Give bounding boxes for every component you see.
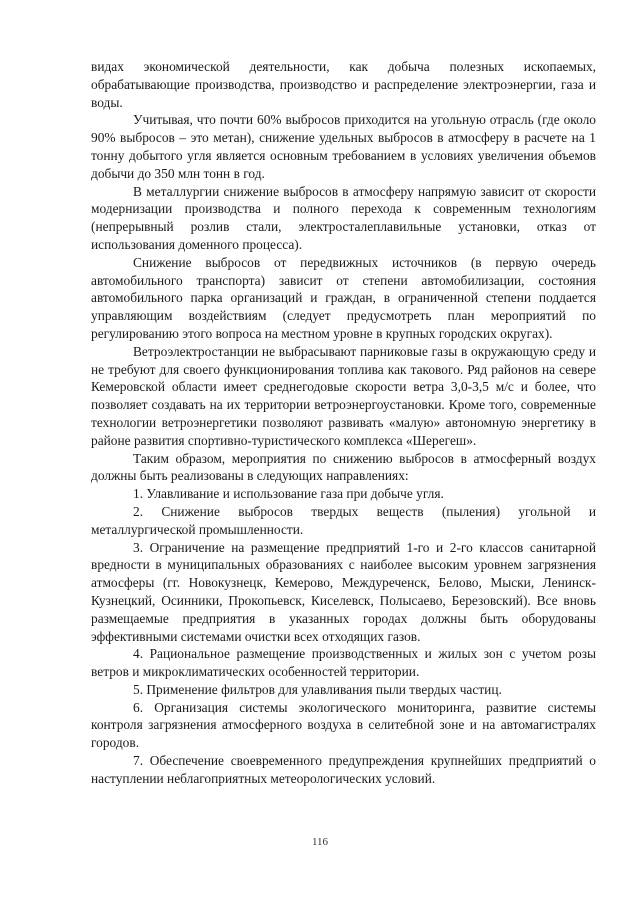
list-item-4: 4. Рациональное размещение производственных и жилых зон с учетом розы ветров и микроклиматических особенностей территории.: [91, 646, 596, 680]
list-item-1: 1. Улавливание и использование газа при добыче угля.: [133, 486, 444, 502]
paragraph-mobile-sources: Снижение выбросов от передвижных источников (в первую очередь автомобильного транспорта) зависит от степени автомобилизации, состояния автомобильного парка организаций и граждан, в ограниченной степени поддается управляющим воздействиям (следует предусмотреть план мероприятий по регулированию этого вопроса на местном уровне в крупных городских округах).: [91, 254, 596, 341]
paragraph-wind-power: Ветроэлектростанции не выбрасывают парниковые газы в окружающую среду и не требуют для своего функционирования топлива как такового. Ряд районов на севере Кемеровской области имеет среднегодовые скорости ветра 3,0-3,5 м/с и более, что позволяет создавать на их территории ветроэнергоустановки. Кроме того, современные технологии ветроэнергетики позволяют развивать «малую» автономную энергетику в районе развития спортивно-туристического комплекса «Шерегеш».: [91, 343, 596, 448]
list-item-5: 5. Применение фильтров для улавливания пыли твердых частиц.: [133, 681, 502, 697]
page-number: 116: [311, 836, 329, 848]
list-item-3: 3. Ограничение на размещение предприятий 1-го и 2-го классов санитарной вредности в муниципальных образованиях с наиболее высоким уровнем загрязнения атмосферы (гг. Новокузнецк, Кемерово, Междуреченск, Белово, Мыски, Ленинск-Кузнецкий, Осинники, Прокопьевск, Киселевск, Полысаево, Березовский). Все вновь размещаемые предприятия в указанных городах должны быть оборудованы эффективными системами очистки всех отходящих газов.: [91, 539, 596, 644]
paragraph-metallurgy: В металлургии снижение выбросов в атмосферу напрямую зависит от скорости модернизации производства и полного перехода к современным технологиям (непрерывный розлив стали, электросталеплавильные установки, отказ от использования доменного процесса).: [91, 183, 596, 252]
paragraph-coal-emissions: Учитывая, что почти 60% выбросов приходится на угольную отрасль (где около 90% выбросов – это метан), снижение удельных выбросов в атмосферу в расчете на 1 тонну добытого угля является основным требованием в условиях увеличения объемов добычи до 350 млн тонн в год.: [91, 112, 596, 181]
list-item-7: 7. Обеспечение своевременного предупреждения крупнейших предприятий о наступлении неблагоприятных метеорологических условий.: [91, 753, 596, 786]
list-item-6: 6. Организация системы экологического мониторинга, развитие системы контроля загрязнения атмосферного воздуха в селитебной зоне и на автомагистралях городов.: [91, 699, 596, 751]
list-item-2: 2. Снижение выбросов твердых веществ (пыления) угольной и металлургической промышленности.: [91, 503, 596, 537]
body-text: [91, 58, 596, 788]
paragraph-continuation: видах экономической деятельности, как добыча полезных ископаемых, обрабатывающие производства, производство и распределение электроэнергии, газа и воды.: [91, 59, 596, 110]
paragraph-summary: Таким образом, мероприятия по снижению выбросов в атмосферный воздух должны быть реализованы в следующих направлениях:: [91, 450, 596, 484]
